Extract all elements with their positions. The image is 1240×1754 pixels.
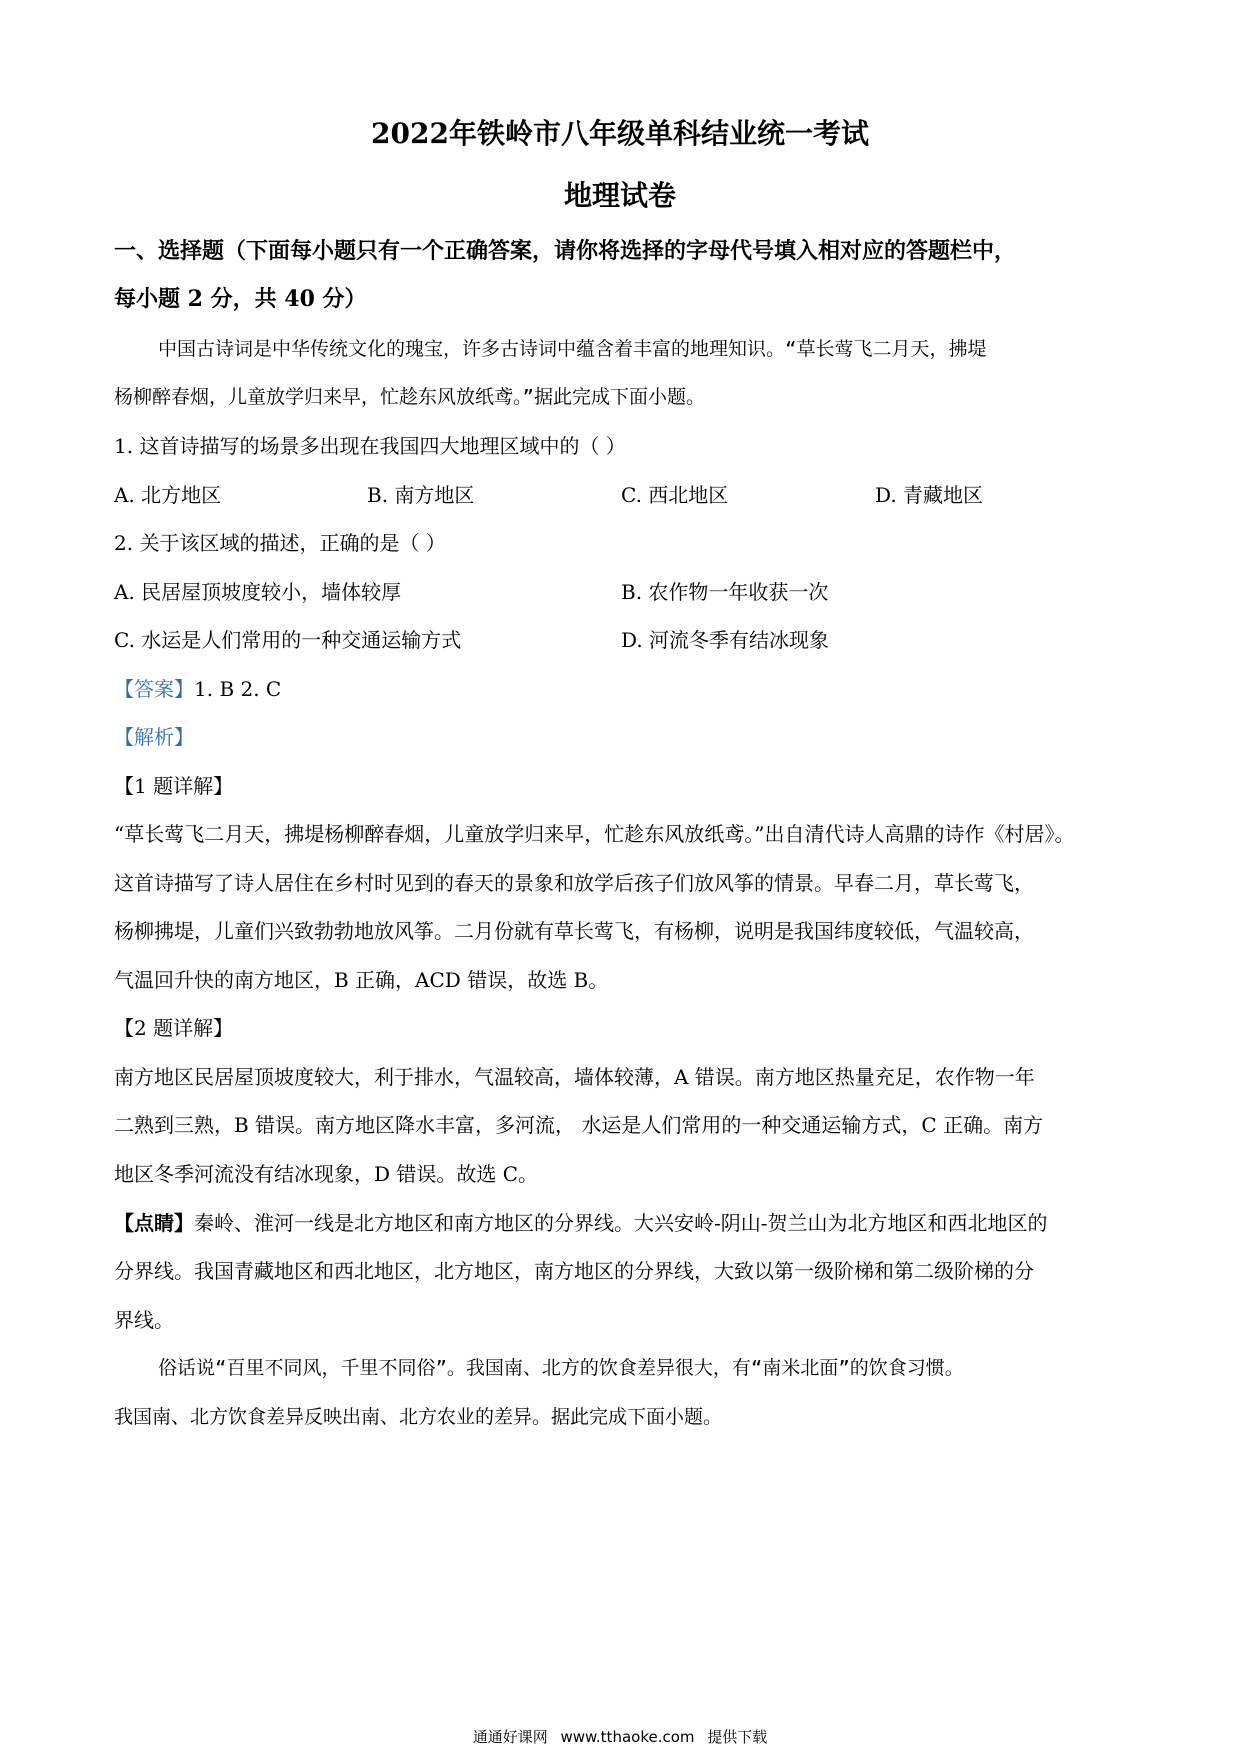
note-line-3: 界线。 [114,1308,174,1332]
question-1-option-a: A. 北方地区 [114,483,222,507]
question-2-stem: 2. 关于该区域的描述，正确的是（ ） [114,531,446,555]
question-2-option-d: D. 河流冬季有结冰现象 [621,628,830,652]
passage-2-line-2: 我国南、北方饮食差异反映出南、北方农业的差异。据此完成下面小题。 [114,1406,723,1428]
page-footer [0,1726,1240,1747]
answer-tag: 【答案】 [114,677,194,701]
exam-title: 2022年铁岭市八年级单科结业统一考试 [371,117,869,150]
note-text-1: 秦岭、淮河一线是北方地区和南方地区的分界线。大兴安岭-阴山-贺兰山为北方地区和西北地区的 [194,1211,1048,1235]
exam-subtitle: 地理试卷 [563,179,676,212]
answer-line [114,676,1134,702]
footer-url[interactable]: www.tthaoke.com [560,1728,695,1746]
detail-1-line-3: 杨柳拂堤，儿童们兴致勃勃地放风筝。二月份就有草长莺飞，有杨柳，说明是我国纬度较低，气温较高， [114,919,1034,943]
question-1-option-d: D. 青藏地区 [875,483,984,507]
detail-1-line-2: 这首诗描写了诗人居住在乡村时见到的春天的景象和放学后孩子们放风筝的情景。早春二月，草长莺飞， [114,871,1034,895]
passage-2-line-1: 俗话说“百里不同风，千里不同俗”。我国南、北方的饮食差异很大，有“南米北面”的饮食习惯。 [158,1357,964,1379]
question-2-option-c: C. 水运是人们常用的一种交通运输方式 [114,628,462,652]
passage-1-line-2: 杨柳醉春烟，儿童放学归来早，忙趁东风放纸鸢。”据此完成下面小题。 [114,386,705,408]
question-1-stem: 1. 这首诗描写的场景多出现在我国四大地理区域中的（ ） [114,434,626,458]
footer-site-name: 通通好课网 [472,1728,548,1746]
note-line-1 [114,1210,1134,1236]
question-1-option-b: B. 南方地区 [367,483,475,507]
passage-1-line-1: 中国古诗词是中华传统文化的瑰宝，许多古诗词中蕴含着丰富的地理知识。“草长莺飞二月天，拂堤 [158,338,987,360]
footer-suffix: 提供下载 [707,1728,768,1746]
analysis-line [114,724,1134,750]
question-1-option-c: C. 西北地区 [621,483,729,507]
answer-text: 1. B 2. C [194,677,282,701]
question-2-option-a: A. 民居屋顶坡度较小，墙体较厚 [114,580,402,604]
detail-2-line-1: 南方地区民居屋顶坡度较大，利于排水，气温较高，墙体较薄，A 错误。南方地区热量充足，农作物一年 [114,1065,1035,1089]
detail-1-tag: 【1 题详解】 [114,774,234,798]
analysis-tag: 【解析】 [114,725,194,749]
question-2-option-b: B. 农作物一年收获一次 [621,580,829,604]
section-heading-line-2: 每小题 2 分，共 40 分） [114,286,367,312]
detail-2-tag: 【2 题详解】 [114,1016,234,1040]
note-line-2: 分界线。我国青藏地区和西北地区，北方地区，南方地区的分界线，大致以第一级阶梯和第二级阶梯的分 [114,1259,1034,1283]
detail-1-line-4: 气温回升快的南方地区，B 正确，ACD 错误，故选 B。 [114,968,609,992]
detail-1-line-1: “草长莺飞二月天，拂堤杨柳醉春烟，儿童放学归来早，忙趁东风放纸鸢。”出自清代诗人高鼎的诗作《村居》。 [114,822,1075,846]
note-tag: 【点睛】 [114,1211,194,1235]
detail-2-line-2: 二熟到三熟，B 错误。南方地区降水丰富，多河流， 水运是人们常用的一种交通运输方式，C 正确。南方 [114,1113,1044,1137]
detail-2-line-3: 地区冬季河流没有结冰现象，D 错误。故选 C。 [114,1162,539,1186]
section-heading-line-1: 一、选择题（下面每小题只有一个正确答案，请你将选择的字母代号填入相对应的答题栏中， [114,238,1017,264]
